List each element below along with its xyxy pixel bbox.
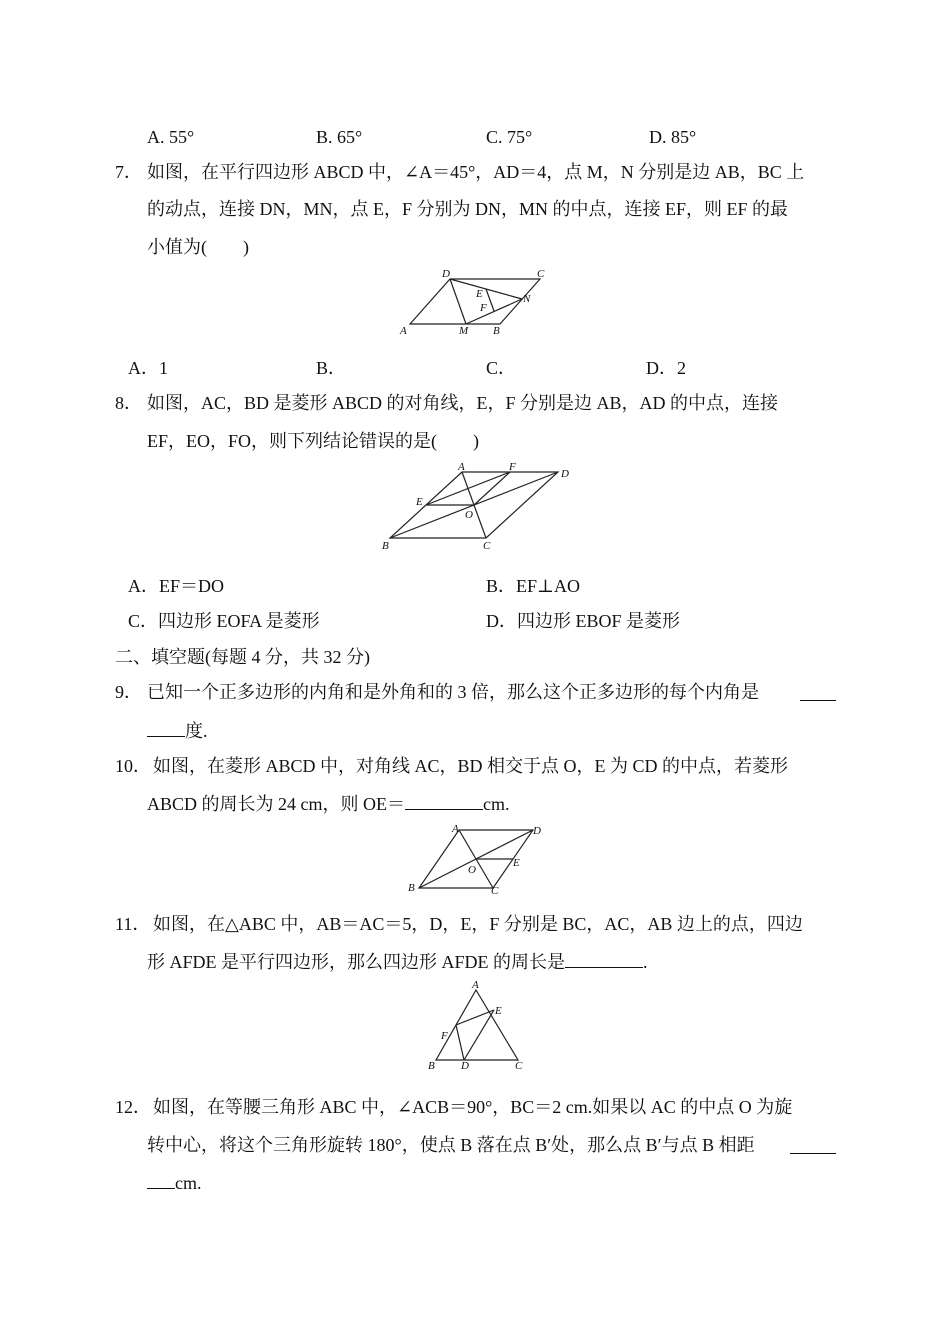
segment-fo (474, 472, 510, 505)
question-8-text-line1: 如图，AC，BD 是菱形 ABCD 的对角线，E，F 分别是边 AB，AD 的中点，连接 (147, 393, 779, 413)
question-9-answer-blank-part1[interactable] (800, 682, 836, 701)
question-9-text-line2 (147, 718, 208, 743)
q7-option-c[interactable]: C． (486, 358, 517, 378)
question-9-number: 9． (115, 682, 142, 702)
question-7-number: 7． (115, 162, 142, 182)
q7-option-d[interactable]: D．2 (646, 358, 686, 378)
q8-option-d[interactable]: D．四边形 EBOF 是菱形 (486, 611, 681, 631)
q6-option-d[interactable]: D. 85° (649, 127, 697, 147)
label-e: E (495, 1005, 502, 1017)
label-b: B (493, 325, 500, 337)
segment-ef (426, 472, 510, 505)
question-11-text-line2 (147, 949, 648, 974)
question-11-suffix: . (643, 952, 648, 972)
label-c: C (491, 885, 499, 897)
question-11-text-line1: 如图，在△ABC 中，AB＝AC＝5，D，E，F 分别是 BC，AC，AB 边上的点，四边 (153, 914, 803, 934)
question-7-text-line3: 小值为( ) (147, 237, 249, 257)
label-c: C (483, 540, 491, 552)
question-12-number: 12． (115, 1097, 151, 1117)
question-10-suffix: cm. (483, 794, 510, 814)
q7-option-a[interactable]: A．1 (128, 358, 168, 378)
label-a: A (400, 325, 407, 337)
question-11-figure-triangle (420, 978, 540, 1078)
q8-option-a[interactable]: A．EF＝DO (128, 576, 225, 596)
label-a: A (472, 979, 479, 991)
question-10-answer-blank[interactable] (405, 791, 483, 810)
question-9-answer-blank-part2[interactable] (147, 718, 185, 737)
segment-ef (486, 289, 494, 311)
label-c: C (537, 268, 545, 280)
label-d: D (442, 268, 450, 280)
question-10-text-line1: 如图，在菱形 ABCD 中，对角线 AC，BD 相交于点 O，E 为 CD 的中点，若菱形 (153, 756, 789, 776)
question-12-text-line2: 转中心，将这个三角形旋转 180°，使点 B 落在点 B′处，那么点 B′与点 B 相距 (147, 1135, 755, 1155)
label-e: E (476, 288, 483, 300)
question-12-text-line3 (147, 1170, 202, 1195)
segment-de (464, 1010, 494, 1060)
question-9-suffix: 度. (185, 721, 208, 741)
label-e: E (513, 857, 520, 869)
q8-option-c[interactable]: C．四边形 EOFA 是菱形 (128, 611, 320, 631)
question-7-figure-parallelogram (400, 266, 560, 340)
label-c: C (515, 1060, 523, 1072)
question-11-prefix: 形 AFDE 是平行四边形，那么四边形 AFDE 的周长是 (147, 952, 566, 972)
question-8-text-line2: EF，EO，FO，则下列结论错误的是( ) (147, 431, 479, 451)
label-a: A (458, 461, 465, 473)
q6-option-c[interactable]: C. 75° (486, 127, 533, 147)
question-11-number: 11． (115, 914, 151, 934)
label-d: D (561, 468, 569, 480)
question-12-suffix: cm. (175, 1173, 202, 1193)
label-d: D (461, 1060, 469, 1072)
question-8-number: 8． (115, 393, 142, 413)
segment-mn (466, 299, 522, 324)
q8-option-b[interactable]: B．EF⊥AO (486, 576, 580, 596)
label-m: M (459, 325, 469, 337)
label-d: D (533, 825, 541, 837)
question-8-figure-rhombus (378, 460, 578, 556)
triangle-abc (436, 990, 518, 1060)
segment-fd (456, 1025, 464, 1060)
q6-option-a[interactable]: A. 55° (147, 127, 195, 147)
question-10-prefix: ABCD 的周长为 24 cm，则 OE＝ (147, 794, 405, 814)
question-7-text-line2: 的动点，连接 DN，MN，点 E，F 分别为 DN，MN 的中点，连接 EF，则 EF 的最 (147, 199, 789, 219)
label-o: O (468, 864, 476, 876)
label-a: A (452, 823, 459, 835)
question-9-text-line1: 已知一个正多边形的内角和是外角和的 3 倍，那么这个正多边形的每个内角是 (147, 682, 759, 702)
label-f: F (480, 302, 487, 314)
label-b: B (408, 882, 415, 894)
question-11-answer-blank[interactable] (565, 949, 643, 968)
question-12-answer-blank-part2[interactable] (147, 1170, 175, 1189)
question-10-figure-rhombus (405, 820, 555, 900)
label-f: F (441, 1030, 448, 1042)
label-b: B (428, 1060, 435, 1072)
q7-option-b[interactable]: B． (316, 358, 347, 378)
question-10-text-line2 (147, 791, 510, 816)
label-e: E (416, 496, 423, 508)
label-f: F (509, 461, 516, 473)
section-heading-fill-in: 二、填空题(每题 4 分，共 32 分) (115, 647, 370, 667)
label-b: B (382, 540, 389, 552)
question-7-text-line1: 如图，在平行四边形 ABCD 中，∠A＝45°，AD＝4，点 M，N 分别是边 AB，BC 上 (147, 162, 805, 182)
label-o: O (465, 509, 473, 521)
segment-fe (456, 1010, 494, 1025)
question-10-number: 10． (115, 756, 151, 776)
segment-dm (450, 279, 466, 324)
question-12-answer-blank-part1[interactable] (790, 1135, 836, 1154)
q6-option-b[interactable]: B. 65° (316, 127, 363, 147)
label-n: N (523, 293, 531, 305)
question-12-text-line1: 如图，在等腰三角形 ABC 中，∠ACB＝90°，BC＝2 cm.如果以 AC 的中点 O 为旋 (153, 1097, 793, 1117)
